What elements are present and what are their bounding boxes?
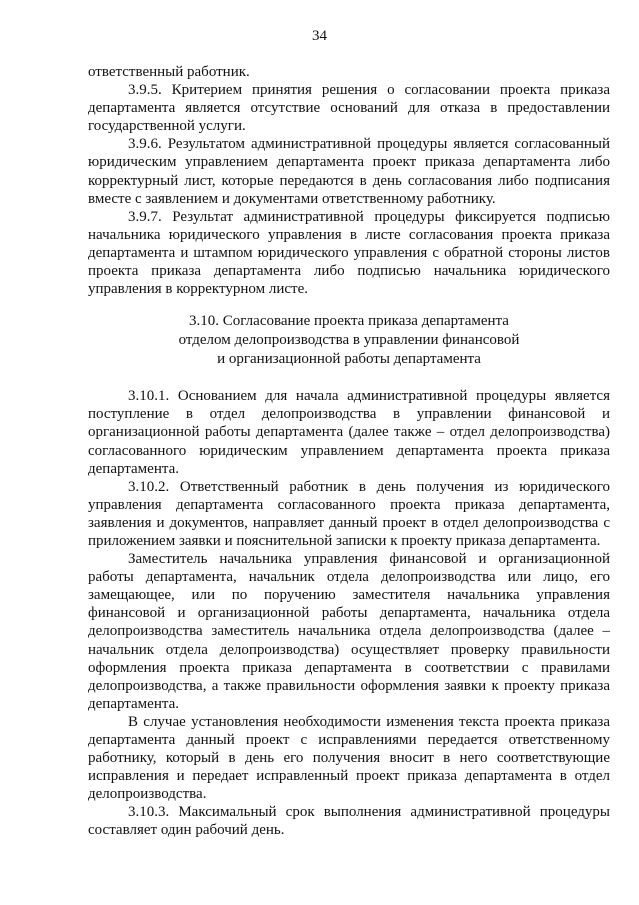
document-body xyxy=(88,63,610,840)
section-heading-line-3: и организационной работы департамента xyxy=(217,351,481,368)
paragraph-3-9-7: 3.9.7. Результат административной процедуры фиксируется подписью начальника юридического управления в листе согласования проекта приказа департамента и штампом юридического управления с обратной стороны листов проекта приказа департамента либо подписью начальника юридического управления в корректурном листе. xyxy=(88,208,610,298)
paragraph-corrections: В случае установления необходимости изменения текста проекта приказа департамента данный проект с исправлениями передается ответственному работнику, который в день его получения вносит в него соответствующие исправления и передает исправленный проект приказа департамента в отдел делопроизводства. xyxy=(88,713,610,803)
paragraph-continuation: ответственный работник. xyxy=(88,64,250,80)
section-heading-line-1: 3.10. Согласование проекта приказа департамента xyxy=(189,313,509,330)
paragraph-3-10-3: 3.10.3. Максимальный срок выполнения административной процедуры составляет один рабочий день. xyxy=(88,804,610,839)
paragraph-deputy-check: Заместитель начальника управления финансовой и организационной работы департамента, начальник отдела делопроизводства или лицо, его замещающее, или по поручению заместителя начальника управления финансовой и организационной работы департамента, начальника отдела делопроизводства заместитель начальника отдела делопроизводства (далее – начальник отдела делопроизводства) осуществляет проверку правильности оформления проекта приказа департамента в соответствии с правилами делопроизводства, а также правильности оформления заявки к проекту приказа департамента. xyxy=(88,551,610,712)
paragraph-3-10-1: 3.10.1. Основанием для начала административной процедуры является поступление в отдел делопроизводства в управлении финансовой и организационной работы департамента (далее также – отдел делопроизводства) согласованного юридическим управлением департамента проекта приказа департамента. xyxy=(88,388,610,477)
section-heading-line-2: отделом делопроизводства в управлении финансовой xyxy=(178,332,520,349)
page-number: 34 xyxy=(312,28,327,44)
paragraph-3-10-2: 3.10.2. Ответственный работник в день получения из юридического управления департамента согласованного проекта приказа департамента, заявления и документов, направляет данный проект в отдел делопроизводства с приложением заявки и пояснительной записки к проекту приказа департамента. xyxy=(88,478,610,549)
section-heading xyxy=(88,312,610,369)
paragraph-3-9-6: 3.9.6. Результатом административной процедуры является согласованный юридическим управлением департамента проект приказа департамента либо корректурный лист, которые передаются в день согласования либо подписания вместе с заявлением и документами ответственному работнику. xyxy=(88,136,610,207)
paragraph-3-9-5: 3.9.5. Критерием принятия решения о согласовании проекта приказа департамента является отсутствие оснований для отказа в предоставлении государственной услуги. xyxy=(88,82,610,135)
